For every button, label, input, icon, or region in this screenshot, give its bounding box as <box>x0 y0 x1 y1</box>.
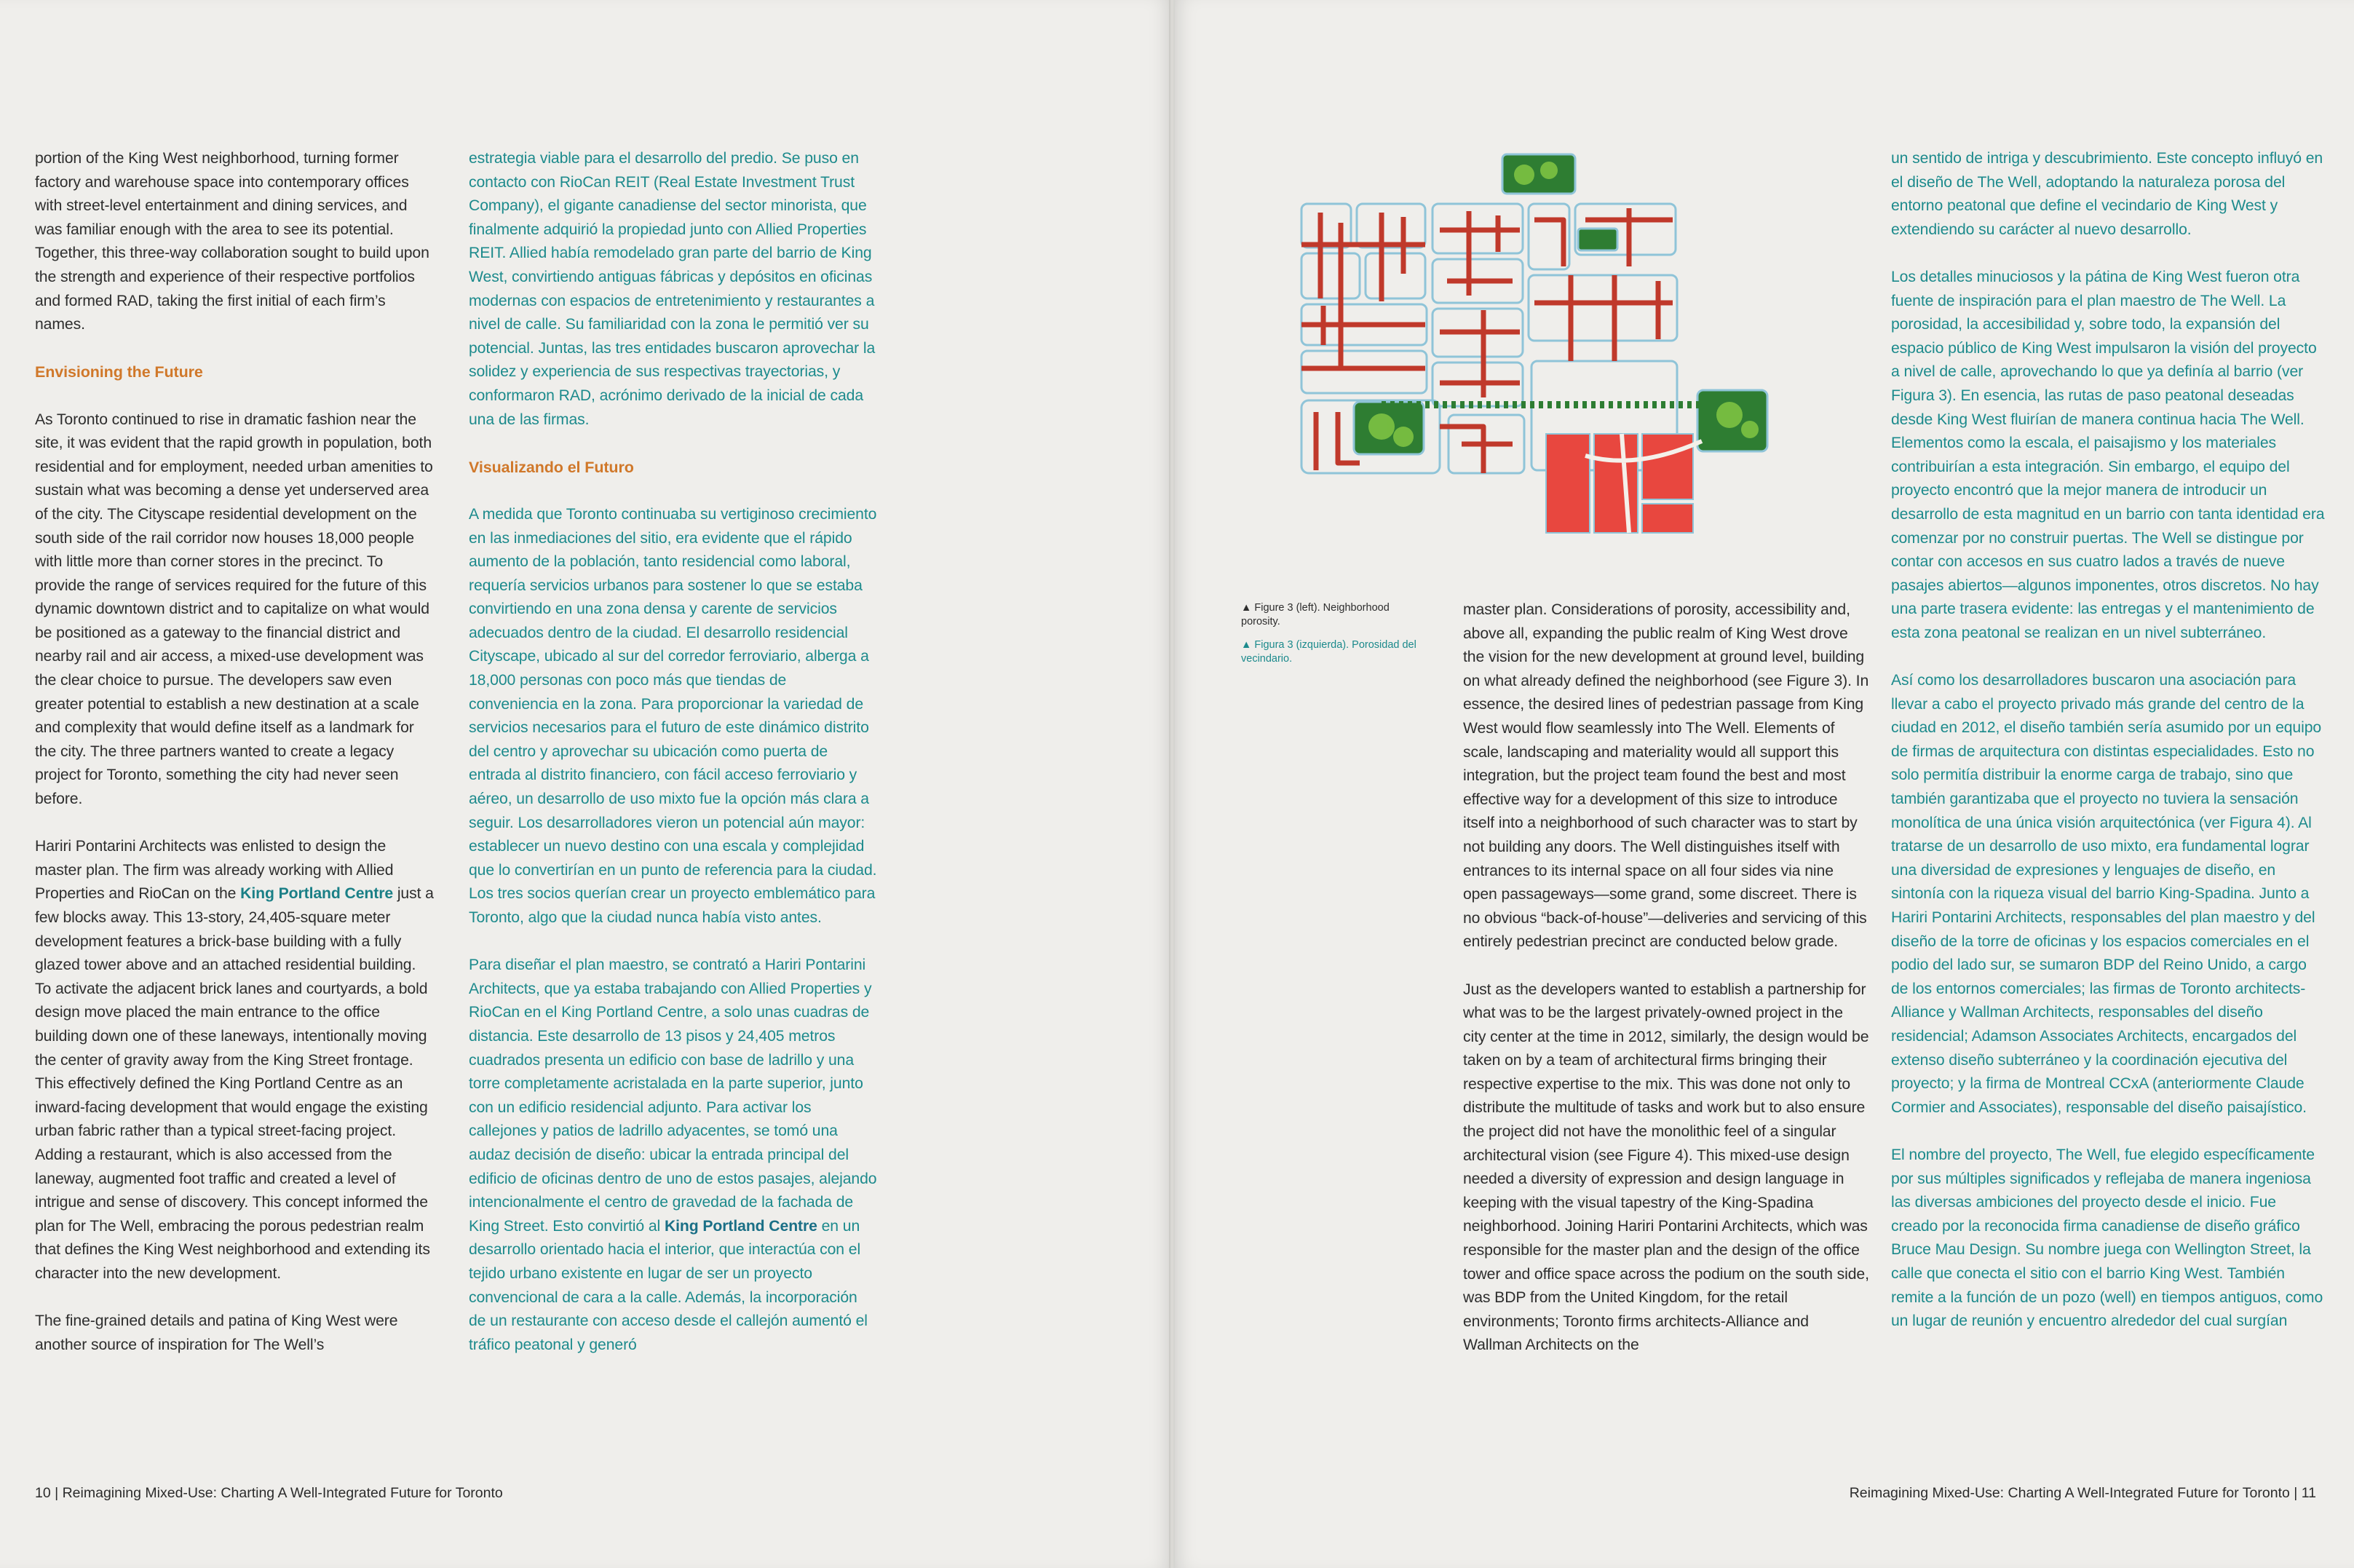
page-folio-left: 10 | Reimagining Mixed-Use: Charting A Well-Integrated Future for Toronto <box>35 1485 503 1501</box>
paragraph: estrategia viable para el desarrollo del predio. Se puso en contacto con RioCan REIT (Real Estate Investment Trust Company), el gigante canadiense del sector minorista, que finalmente adquirió la propiedad junto con Allied Properties REIT. Allied había remodelado gran parte del barrio de King West, convirtiendo antiguas fábricas y depósitos en oficinas modernas con espacios de entretenimiento y restaurantes a nivel de calle. Su familiaridad con la zona le permitió ver su potencial. Juntas, las tres entidades buscaron aprovechar la solidez y experiencia de sus respectivas trayectorias, y conformaron RAD, acrónimo derivado de la inicial de cada una de las firmas. <box>469 150 876 428</box>
neighborhood-porosity-map <box>1294 150 1812 558</box>
paragraph: A medida que Toronto continuaba su vertiginoso crecimiento en las inmediaciones del sitio, era evidente que el rápido aumento de la población, tanto residencial como laboral, requería servicios urbanos para sostener lo que se estaba convirtiendo en una zona densa y carente de servicios adecuados dentro de la ciudad. El desarrollo residencial Cityscape, ubicado al sur del corredor ferroviario, alberga a 18,000 personas con poco más que tiendas de conveniencia en la zona. Para proporcionar la variedad de servicios necesarios para el futuro de este dinámico distrito del centro y aprovechar su ubicación como puerta de entrada al distrito financiero, con fácil acceso ferroviario y aéreo, un desarrollo de uso mixto fue la opción más clara a seguir. Los desarrolladores vieron un potencial aún mayor: establecer un nuevo destino con una escala y complejidad que lo convertirían en un punto de referencia para la ciudad. Los tres socios querían crear un proyecto emblemático para Toronto, algo que la ciudad nunca había visto antes. <box>469 505 877 926</box>
page-folio-right: Reimagining Mixed-Use: Charting A Well-Integrated Future for Toronto | 11 <box>1849 1485 2316 1501</box>
paragraph: The fine-grained details and patina of King West were another source of inspiration for The Well’s <box>35 1312 398 1353</box>
paragraph: Los detalles minuciosos y la pátina de King West fueron otra fuente de inspiración para el plan maestro de The Well. La porosidad, la accesibilidad y, sobre todo, la expansión del espacio público de King West impulsaron la visión del proyecto a nivel de calle, aprovechando lo que ya definía al barrio (ver Figura 3). En esencia, las rutas de paso peatonal deseadas desde King West fluirían de manera continua hacia The Well. Elementos como la escala, el paisajismo y los materiales contribuirían a esta integración. Sin embargo, el equipo del proyecto encontró que la mejor manera de introducir un desarrollo de esta magnitud en un barrio con tanta identidad era comenzar por no construir puertas. The Well se distingue por contar con accesos en sus cuatro lados a través de nueve pasajes abiertos—algunos imponentes, otros discretos. No hay una parte trasera evidente: las entregas y el mantenimiento de esta zona peatonal se realizan en un nivel subterráneo. <box>1891 268 2325 641</box>
section-heading: Envisioning the Future <box>35 363 203 381</box>
left-page <box>0 0 1170 1568</box>
paragraph: portion of the King West neighborhood, turning former factory and warehouse space into contemporary offices with street-level entertainment and dining services, and was familiar enough with the area to see its potential. Together, this three-way collaboration sought to build upon the strength and experience of their respective portfolios and formed RAD, taking the first initial of each firm’s names. <box>35 150 429 333</box>
paragraph: El nombre del proyecto, The Well, fue elegido específicamente por sus múltiples significados y reflejaba de manera ingeniosa las diversas ambiciones del proyecto desde el inicio. Fue creado por la reconocida firma canadiense de diseño gráfico Bruce Mau Design. Su nombre juega con Wellington Street, la calle que conecta el sitio con el barrio King West. También remite a la función de un pozo (well) en tiempos antiguos, como un lugar de reunión y encuentro alrededor del cual surgían <box>1891 1146 2323 1330</box>
paragraph: Hariri Pontarini Architects was enlisted to design the master plan. The firm was already working with Allied Properties and RioCan on the King Portland Centre just a few blocks away. This 13-story, 24,405-square meter development features a brick-base building with a fully glazed tower above and an attached residential building. To activate the adjacent brick lanes and courtyards, a bold design move placed the main entrance to the office building down one of these laneways, intentionally moving the center of gravity away from the King Street frontage. This effectively defined the King Portland Centre as an inward-facing development that would engage the existing urban fabric rather than a typical street-facing project. Adding a restaurant, which is also accessed from the laneway, augmented foot traffic and created a level of intrigue and sense of discovery. This concept informed the plan for The Well, embracing the porous pedestrian realm that defines the King West neighborhood and extending its character into the new development. <box>35 838 434 1282</box>
paragraph: Just as the developers wanted to establish a partnership for what was to be the largest privately-owned project in the city center at the time in 2012, similarly, the design would be taken on by a team of architectural firms bringing their respective expertise to the mix. This was done not only to distribute the multitude of tasks and work but to also ensure the project did not have the monolithic feel of a singular architectural vision (see Figure 4). This mixed-use design needed a diversity of expression and design language in keeping with the visual tapestry of the King-Spadina neighborhood. Joining Hariri Pontarini Architects, which was responsible for the master plan and the design of the office tower and office space across the podium on the south side, was BDP from the United Kingdom, for the retail environments; Toronto firms architects-Alliance and Wallman Architects on the <box>1463 981 1869 1354</box>
paragraph: Para diseñar el plan maestro, se contrató a Hariri Pontarini Architects, que ya estaba trabajando con Allied Properties y RioCan en el King Portland Centre, a solo unas cuadras de distancia. Este desarrollo de 13 pisos y 24,405 metros cuadrados presenta un edificio con base de ladrillo y una torre completamente acristalada en la parte superior, junto con un edificio residencial adjunto. Para activar los callejones y patios de ladrillo adyacentes, se tomó una audaz decisión de diseño: ubicar la entrada principal del edificio de oficinas dentro de uno de estos pasajes, alejando intencionalmente el centro de gravedad de la fachada de King Street. Esto convirtió al King Portland Centre en un desarrollo orientado hacia el interior, que interactúa con el tejido urbano existente en lugar de ser un proyecto convencional de cara a la calle. Además, la incorporación de un restaurante con acceso desde el callejón aumentó el tráfico peatonal y generó <box>469 957 877 1353</box>
king-portland-centre-link[interactable]: King Portland Centre <box>240 885 394 903</box>
right-column-spanish <box>1891 147 2325 1357</box>
figure-caption <box>1241 601 1430 665</box>
paragraph: master plan. Considerations of porosity, accessibility and, above all, expanding the public realm of King West drove the vision for the new development at ground level, building on what already defined the neighborhood (see Figure 3). In essence, the desired lines of pedestrian passage from King West would flow seamlessly into The Well. Elements of scale, landscaping and materiality would all support this integration, but the project team found the best and most effective way for a development of this size to introduce itself into a neighborhood of such character was to start by not building any doors. The Well distinguishes itself with entrances to its internal space on all four sides via nine open passageways—some grand, some discreet. There is no obvious “back-of-house”—deliveries and servicing of this entirely pedestrian precinct are conducted below grade. <box>1463 601 1869 951</box>
left-column-english <box>35 147 434 1381</box>
caption-english: ▲ Figure 3 (left). Neighborhood porosity. <box>1241 602 1390 627</box>
paragraph: un sentido de intriga y descubrimiento. Este concepto influyó en el diseño de The Well, adoptando la naturaleza porosa del entorno peatonal que define el vecindario de King West y extendiendo su carácter al nuevo desarrollo. <box>1891 150 2323 238</box>
left-column-spanish <box>469 147 878 1381</box>
king-portland-centre-link[interactable]: King Portland Centre <box>664 1217 817 1235</box>
right-column-english <box>1463 598 1869 1382</box>
section-heading: Visualizando el Futuro <box>469 458 634 476</box>
paragraph: Así como los desarrolladores buscaron una asociación para llevar a cabo el proyecto privado más grande del centro de la ciudad en 2012, el diseño también sería asumido por un equipo de firmas de arquitectura con distintas especialidades. Esto no solo permitía distribuir la enorme carga de trabajo, sino que también garantizaba que el proyecto no tuviera la sensación monolítica de una única visión arquitectónica (ver Figura 4). Al tratarse de un desarrollo de uso mixto, era fundamental lograr una diversidad de expresiones y lenguajes de diseño, en sintonía con la riqueza visual del barrio King-Spadina. Junto a Hariri Pontarini Architects, responsables del plan maestro y del diseño de la torre de oficinas y los espacios comerciales en el podio del lado sur, se sumaron BDP del Reino Unido, a cargo de los entornos comerciales; las firmas de Toronto architects-Alliance y Wallman Architects, responsables del diseño residencial; Adamson Associates Architects, encargados del extenso diseño subterráneo y la coordinación ejecutiva del proyecto; y la firma de Montreal CCxA (anteriormente Claude Cormier and Associates), responsable del diseño paisajístico. <box>1891 672 2322 1116</box>
caption-spanish: ▲ Figura 3 (izquierda). Porosidad del vecindario. <box>1241 639 1416 665</box>
paragraph: As Toronto continued to rise in dramatic fashion near the site, it was evident that the rapid growth in population, both residential and for employment, needed urban amenities to sustain what was becoming a dense yet underserved area of the city. The Cityscape residential development on the south side of the rail corridor now houses 18,000 people with little more than corner stores in the precinct. To provide the range of services required for the future of this dynamic downtown district and to capitalize on what would be positioned as a gateway to the financial district and nearby rail and air access, a mixed-use development was the clear choice to pursue. The developers saw even greater potential to establish a new destination at a scale and complexity that would define itself as a landmark for the city. The three partners wanted to create a legacy project for Toronto, something the city had never seen before. <box>35 411 433 808</box>
